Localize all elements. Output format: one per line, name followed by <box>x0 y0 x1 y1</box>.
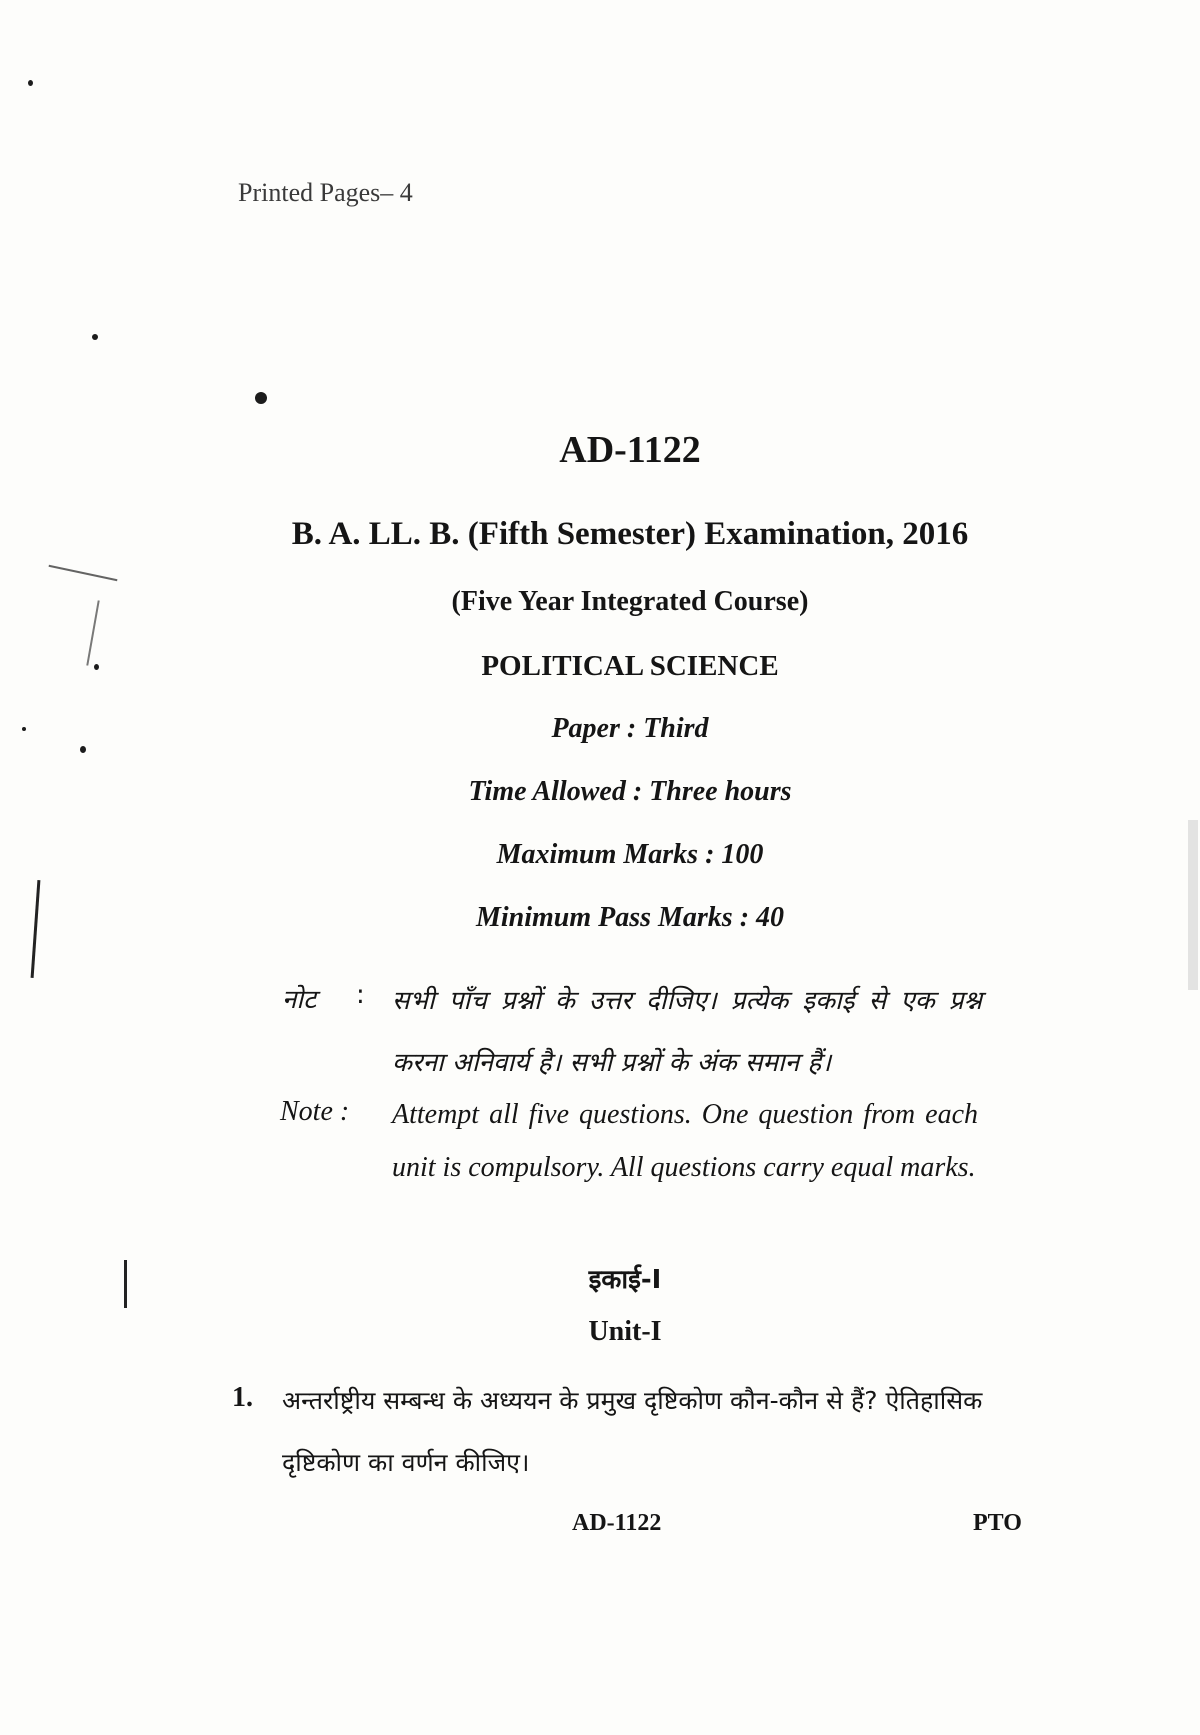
paper-number: Paper : Third <box>551 713 709 744</box>
exam-title: B. A. LL. B. (Fifth Semester) Examination, 2016 <box>291 516 969 552</box>
scan-speck <box>92 334 98 340</box>
margin-line-mark <box>31 880 41 978</box>
note-hindi-text: सभी पाँच प्रश्नों के उत्तर दीजिए। प्रत्येक इकाई से एक प्रश्न करना अनिवार्य है। सभी प्रश्नों के अंक समान हैं। <box>392 986 982 1078</box>
maximum-marks: Maximum Marks : 100 <box>496 839 764 870</box>
margin-scribble-mark <box>49 565 118 582</box>
footer-paper-code: AD-1122 <box>572 1510 662 1536</box>
note-hindi-label: नोट <box>282 985 317 1015</box>
note-hindi-separator: : <box>356 980 365 1010</box>
question-text: अन्तर्राष्ट्रीय सम्बन्ध के अध्ययन के प्रमुख दृष्टिकोण कौन-कौन से हैं? ऐतिहासिक दृष्टिकोण का वर्णन कीजिए। <box>282 1386 983 1477</box>
unit-heading-english: Unit-I <box>588 1316 662 1347</box>
margin-scribble-mark <box>86 600 99 665</box>
time-allowed: Time Allowed : Three hours <box>468 776 792 807</box>
subject-title: POLITICAL SCIENCE <box>481 650 779 682</box>
note-english-text: Attempt all five questions. One question from each unit is compulsory. All questions carry equal marks. <box>392 1099 978 1183</box>
note-english-label: Note : <box>280 1096 350 1127</box>
scan-speck <box>94 664 99 670</box>
paper-code: AD-1122 <box>559 429 701 471</box>
printed-pages-count: Printed Pages– 4 <box>238 178 413 207</box>
scan-speck <box>255 392 267 404</box>
margin-edge-shadow <box>1188 820 1198 990</box>
minimum-pass-marks: Minimum Pass Marks : 40 <box>475 902 785 933</box>
scan-speck <box>28 80 33 86</box>
scan-speck <box>80 746 86 753</box>
course-name: (Five Year Integrated Course) <box>451 586 809 617</box>
unit-heading-hindi: इकाई-I <box>588 1265 662 1295</box>
question-number: 1. <box>232 1382 253 1413</box>
scan-speck <box>22 727 26 731</box>
footer-pto: PTO <box>973 1510 1022 1536</box>
